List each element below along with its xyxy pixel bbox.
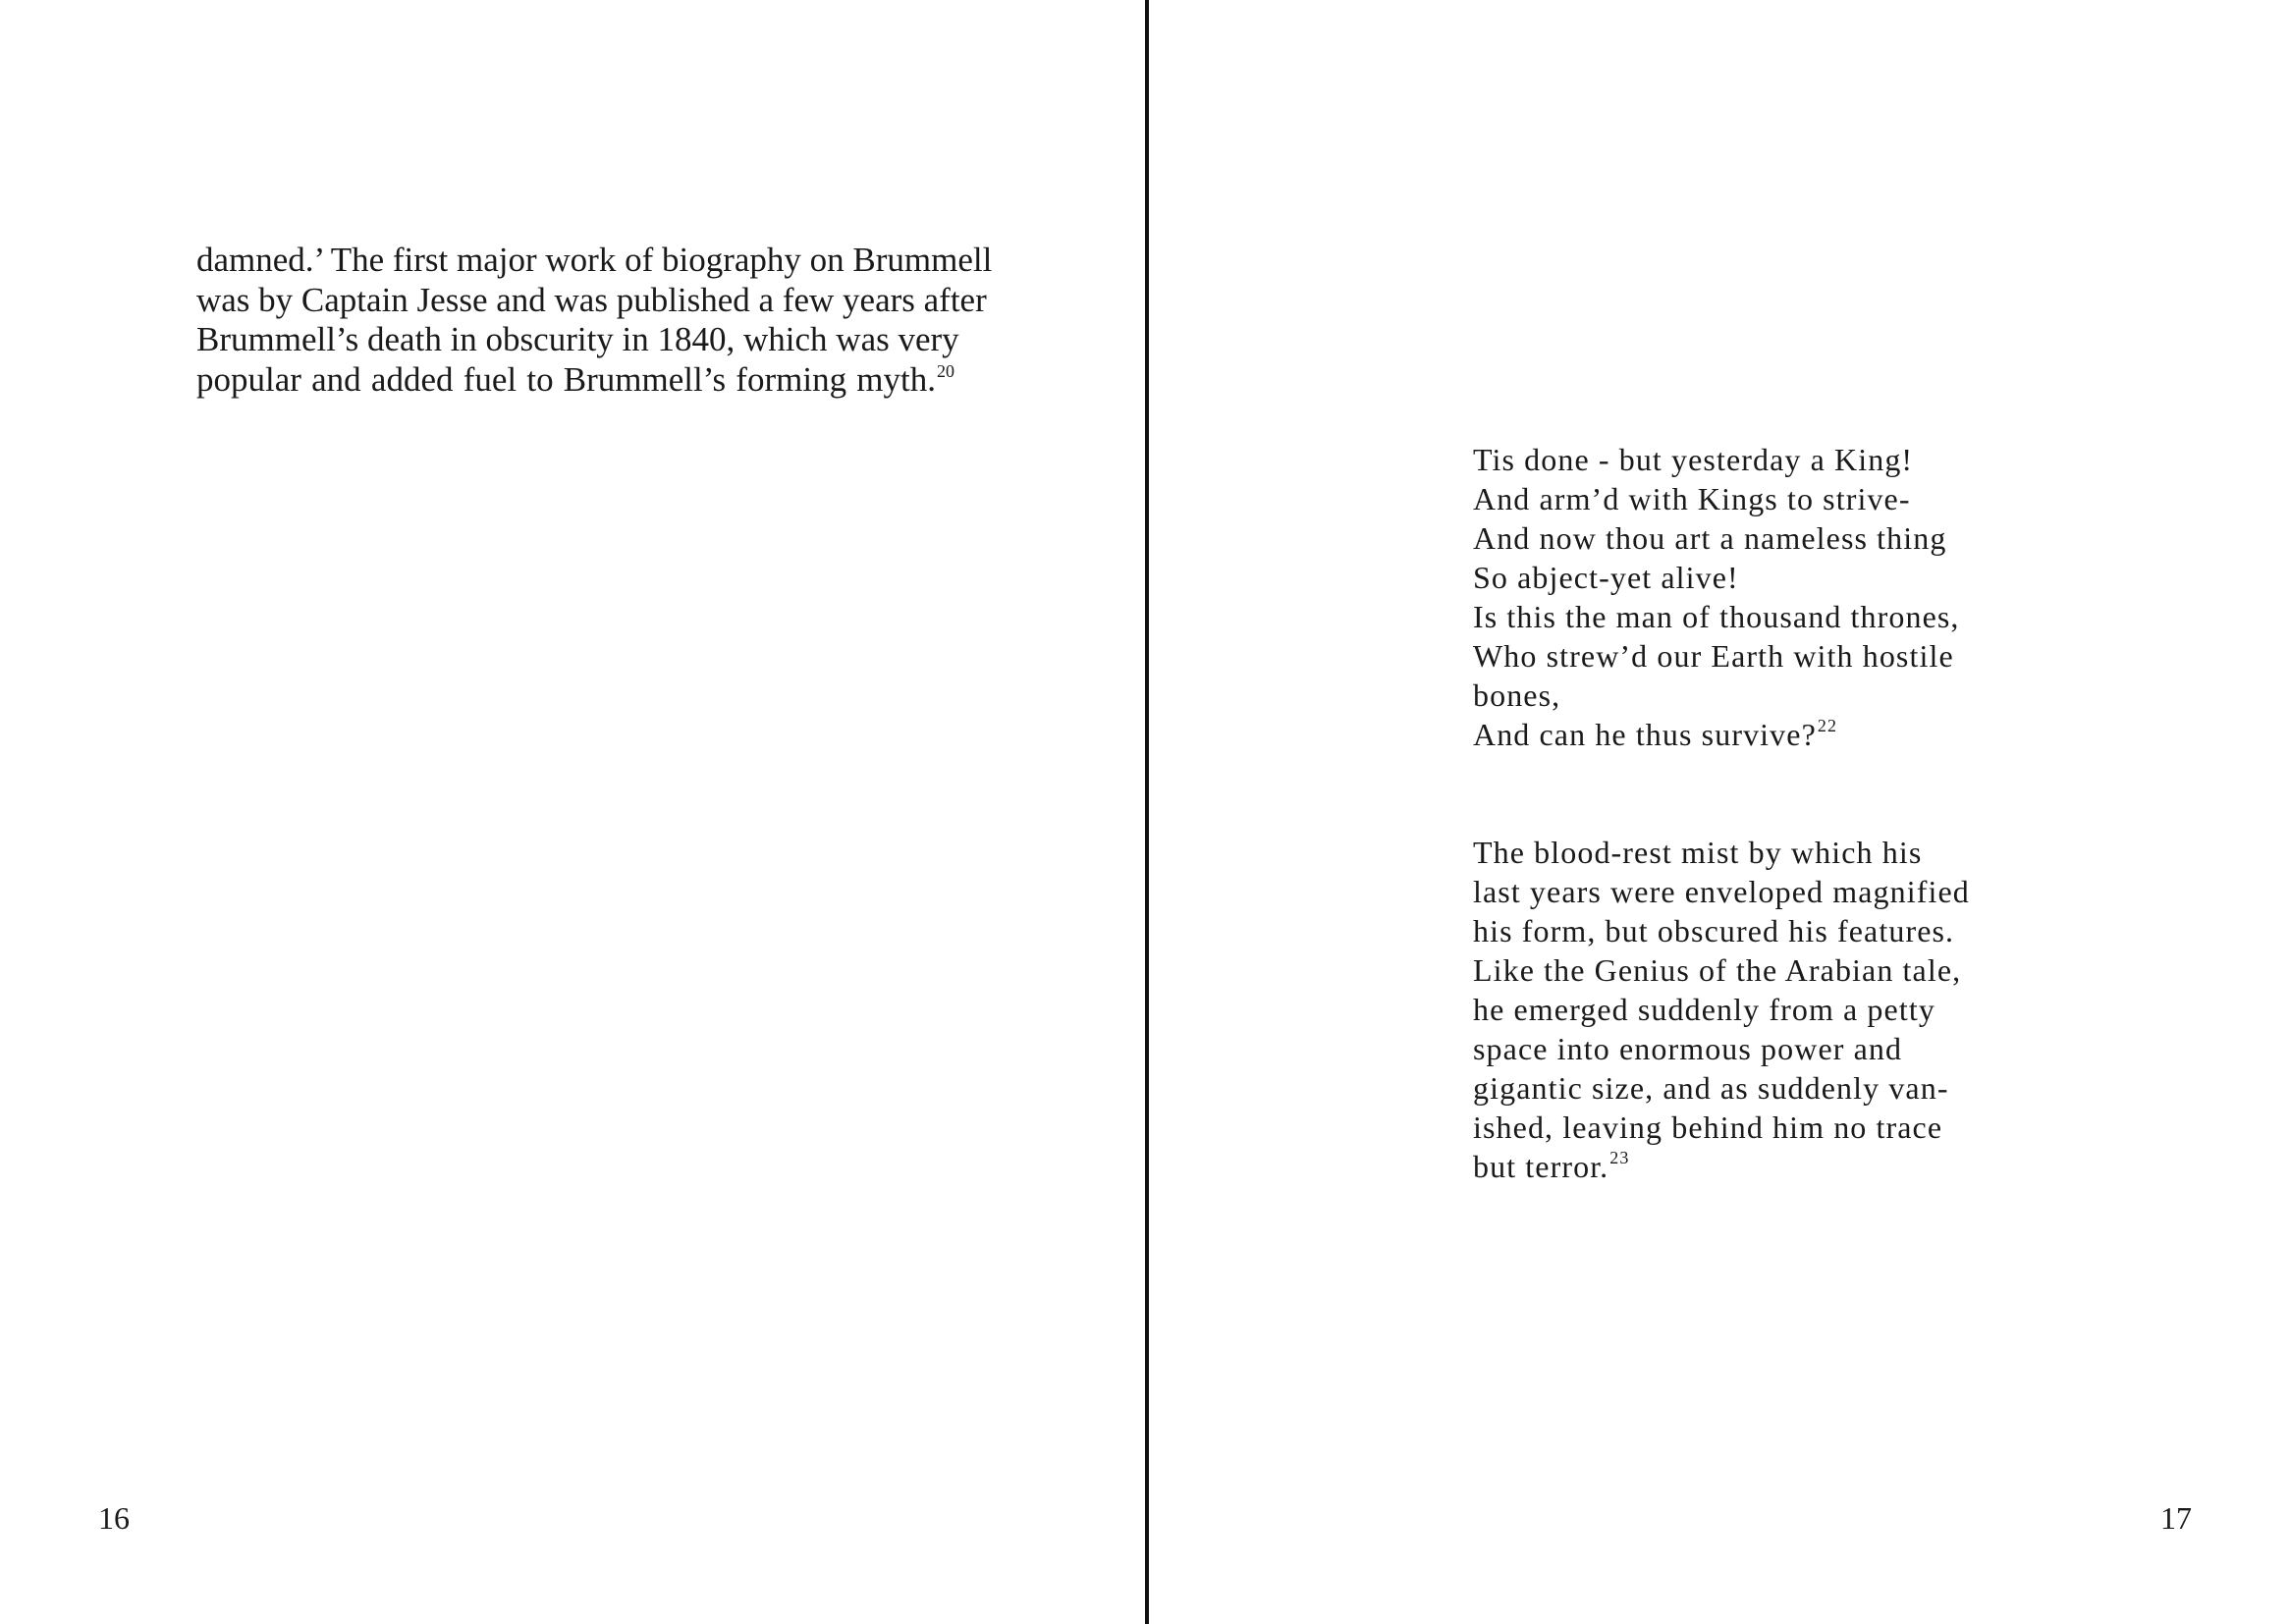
verse-block: [1473, 440, 2023, 754]
quote-line: gigantic size, and as suddenly van-: [1473, 1070, 1949, 1106]
verse-line: And now thou art a nameless thing: [1473, 520, 1947, 556]
quote-line-text: but terror.: [1473, 1149, 1609, 1184]
footnote-ref: 23: [1609, 1148, 1630, 1167]
quote-line: last years were enveloped magnified: [1473, 874, 1970, 909]
verse-line: Tis done - but yesterday a King!: [1473, 442, 1914, 477]
paragraph-line: Brummell’s death in obscurity in 1840, which was very: [196, 320, 959, 358]
quote-line: The blood-rest mist by which his: [1473, 835, 1923, 870]
quote-line-last: [1473, 1147, 2023, 1186]
right-page: [1149, 0, 2289, 1624]
paragraph-line-last: [196, 360, 954, 401]
quote-line: space into enormous power and: [1473, 1031, 1903, 1066]
verse-line-text: And can he thus survive?: [1473, 717, 1817, 752]
paragraph-line: damned.’ The first major work of biography on Brummell: [196, 241, 993, 279]
verse-line: And arm’d with Kings to strive-: [1473, 481, 1911, 516]
footnote-ref: 20: [937, 360, 954, 381]
verse-line: bones,: [1473, 677, 1561, 713]
quote-line: ished, leaving behind him no trace: [1473, 1110, 1943, 1145]
footnote-ref: 22: [1817, 716, 1838, 735]
quote-line: Like the Genius of the Arabian tale,: [1473, 952, 1962, 988]
left-paragraph: [196, 241, 993, 400]
paragraph-line: was by Captain Jesse and was published a few years after: [196, 280, 987, 319]
page-number-left: 16: [98, 1500, 130, 1536]
verse-line: So abject-yet alive!: [1473, 560, 1739, 595]
page-number-right: 17: [2160, 1500, 2192, 1536]
quote-line: his form, but obscured his features.: [1473, 913, 1955, 948]
verse-line: Who strew’d our Earth with hostile: [1473, 638, 1954, 674]
quote-line: he emerged suddenly from a petty: [1473, 992, 1935, 1027]
paragraph-line-text: popular and added fuel to Brummell’s forming myth.: [196, 359, 936, 399]
verse-line-last: [1473, 715, 2023, 754]
quote-block: [1473, 833, 2023, 1186]
verse-line: Is this the man of thousand thrones,: [1473, 599, 1960, 634]
